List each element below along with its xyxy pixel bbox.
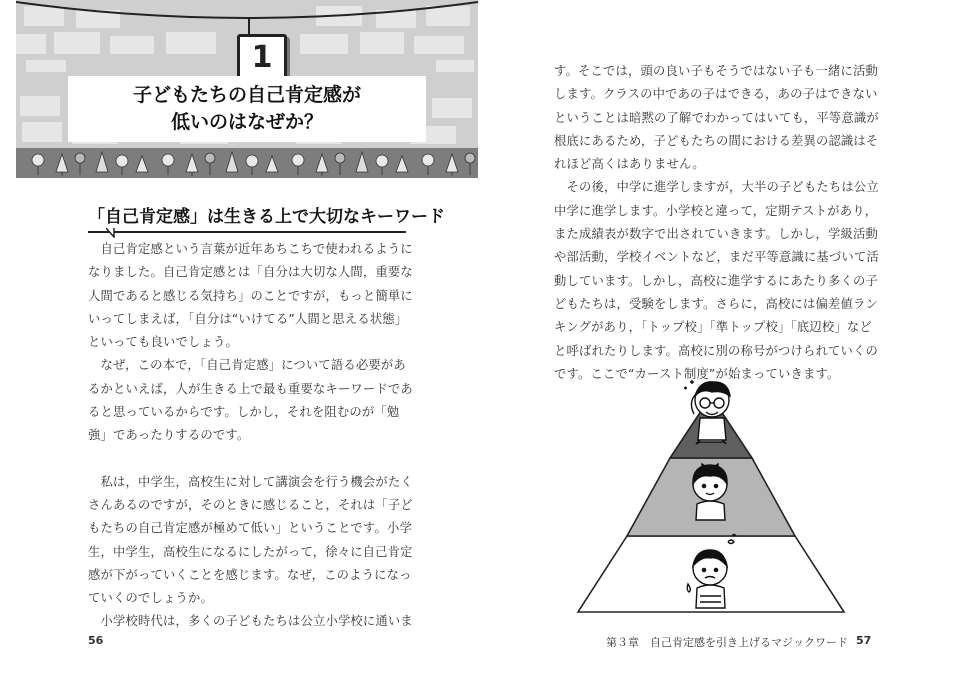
text-line: 人間であると感じる気持ち」のことですが，もっと簡単に	[88, 288, 413, 303]
section-heading: 「自己肯定感」は生きる上で大切なキーワード	[88, 202, 406, 233]
text-line: します。クラスの中であの子はできる，あの子はできない	[554, 87, 878, 102]
right-body-text	[554, 60, 879, 386]
text-line: 自己肯定感という言葉が近年あちこちで使われるように	[88, 242, 413, 256]
text-line: と呼ばれたりします。高校に別の称号がつけられていくの	[554, 343, 878, 358]
text-line: その後，中学に進学しますが，大半の子どもたちは公立	[554, 180, 879, 195]
text-line: 中学に進学します。小学校と違って，定期テストがあり，	[554, 203, 878, 218]
text-line: さんあるのですが，そのときに感じること，それは「子ど	[88, 497, 413, 512]
text-line: るかといえば，人が生きる上で最も重要なキーワードであ	[88, 381, 413, 396]
text-line: 小学校時代は，多くの子どもたちは公立小学校に通いま	[88, 614, 413, 629]
chapter-banner	[16, 0, 478, 178]
text-line: ると思っているからです。しかし，それを阻むのが「勉	[88, 405, 400, 420]
text-line: す。そこでは，頭の良い子もそうではない子も一緒に活動	[554, 64, 878, 78]
text-line: 感が下がっていくことを感じます。なぜ，このようになっ	[88, 567, 412, 582]
text-line: ということは暗黙の了解でわかってはいても，平等意識が	[554, 110, 879, 125]
text-line: いってしまえば，「自分は“いけてる”人間と思える状態」	[88, 311, 408, 326]
text-line: や部活動，学校イベントなど，まだ平等意識に基づいて活	[554, 250, 879, 265]
chapter-title-line: 子どもたちの自己肯定感が	[132, 84, 361, 106]
text-line: キングがあり，「トップ校」「準トップ校」「底辺校」など	[554, 320, 872, 335]
text-line: といっても良いでしょう。	[88, 335, 238, 350]
school-hierarchy-pyramid-illustration	[576, 374, 846, 616]
text-line: もたちの自己肯定感が極めて低い」ということです。小学	[88, 521, 412, 536]
text-line: どもたちは，受験をします。さらに，高校には偏差値ラン	[554, 296, 878, 311]
text-line: 強」であったりするのです。	[88, 428, 250, 443]
text-line: 私は，中学生，高校生に対して講演会を行う機会がたく	[88, 474, 413, 489]
chapter-title	[68, 76, 426, 142]
text-line: また成績表が数字で出されていきます。しかし，学級活動	[554, 227, 878, 242]
text-line: なぜ，この本で，「自己肯定感」について語る必要があ	[88, 358, 406, 373]
page-number-right: 57	[856, 634, 872, 647]
running-title: 第３章 自己肯定感を引き上げるマジックワード	[606, 636, 848, 649]
chapter-number-badge: 1	[237, 34, 287, 80]
chapter-title-line: 低いのはなぜか？	[170, 111, 323, 133]
text-line: ていくのでしょうか。	[88, 591, 213, 606]
left-body-text	[88, 238, 413, 634]
speech-tail-shape	[106, 228, 122, 238]
text-line: 動しています。しかし，高校に進学するにあたり多くの子	[554, 273, 878, 288]
text-line: れほど高くはありません。	[554, 157, 705, 172]
text-line: 生，中学生，高校生になるにしたがって，徐々に自己肯定	[88, 544, 413, 559]
tree-pattern-band	[16, 148, 478, 178]
page-number-left: 56	[88, 634, 104, 647]
text-line: なりました。自己肯定感とは「自分は大切な人間，重要な	[88, 265, 413, 280]
text-line: 根底にあるため，子どもたちの間における差異の認識はそ	[554, 133, 879, 148]
paragraph-gap	[88, 448, 410, 471]
text-line: です。ここで“カースト制度”が始まっていきます。	[554, 366, 840, 381]
neutral-child-icon	[693, 464, 727, 520]
